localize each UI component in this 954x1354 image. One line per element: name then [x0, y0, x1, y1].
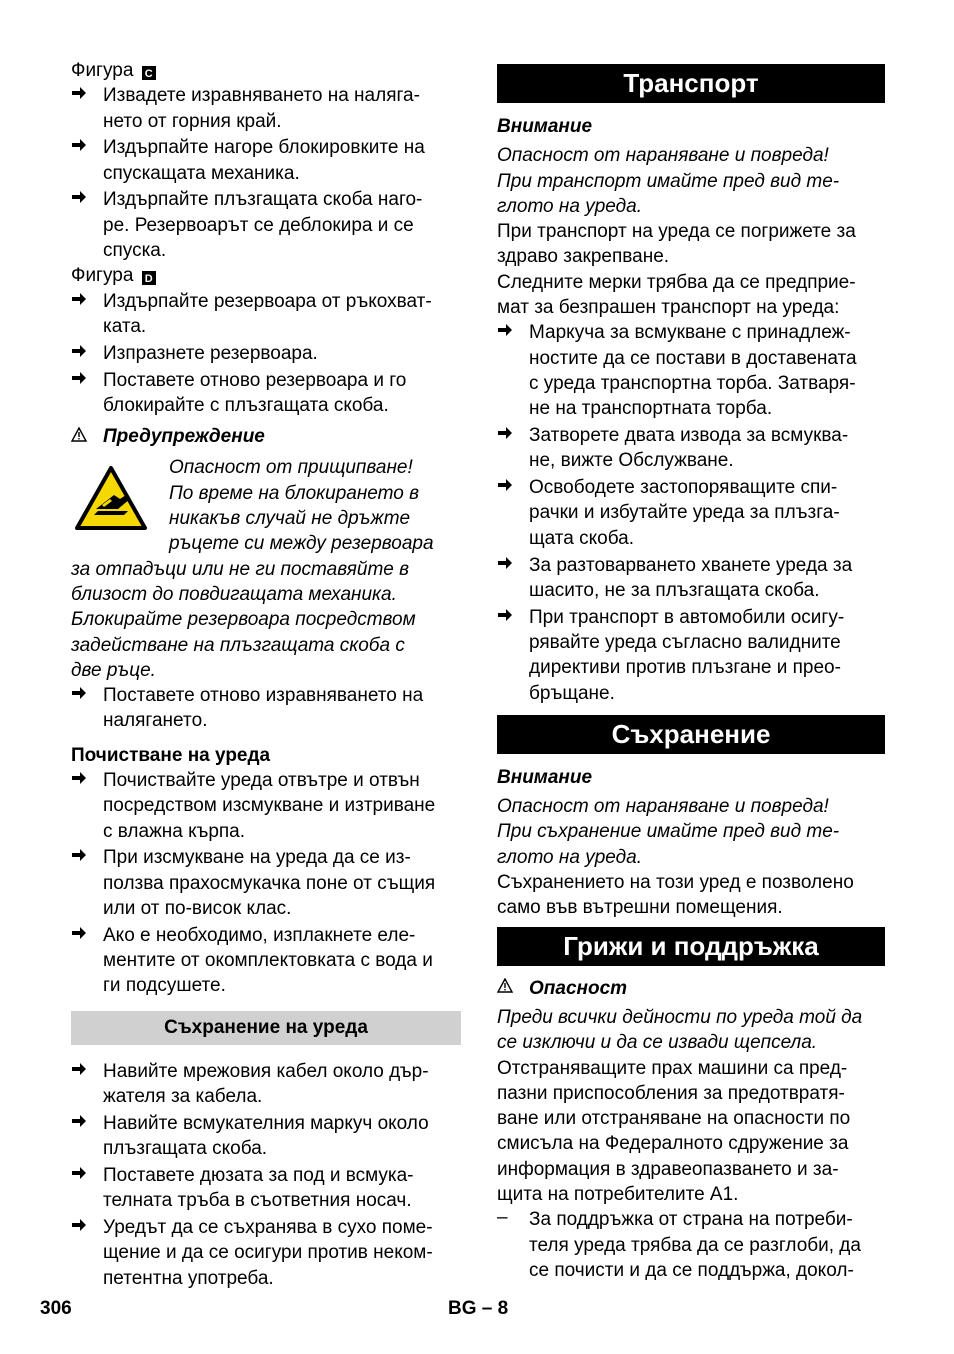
list-item: [71, 845, 461, 921]
care-title: Грижи и поддръжка: [497, 927, 885, 966]
list-item-text: рявайте уреда съгласно валидните: [529, 631, 841, 653]
care-text: [497, 1056, 885, 1208]
list-item-text: или от по-висок клас.: [103, 898, 292, 919]
list-item-text: Извадете изравняването на наляга-: [103, 85, 420, 107]
transport-caution-text: [497, 143, 885, 219]
warning-text-line: никакъв случай не дръжте: [169, 508, 411, 530]
danger-text-line: Преди всички дейности по уреда той да: [497, 1006, 863, 1028]
list-item-text: При изсмукване на уреда да се из-: [103, 847, 411, 869]
body-text-line: щита на потребителите А1.: [497, 1183, 739, 1205]
list-item-text: Уредът да се съхранява в сухо поме-: [103, 1216, 433, 1238]
body-text-line: смисъла на Федералното сдружение за: [497, 1133, 849, 1155]
warning-heading: [71, 424, 461, 449]
body-text-line: информация в здравеопазването и за-: [497, 1158, 839, 1180]
arrow-right-icon: [497, 475, 529, 551]
arrow-right-icon: [71, 1215, 103, 1291]
list-item-text: не на транспортната торба.: [529, 398, 773, 420]
transport-steps: [497, 320, 885, 705]
list-item-text: директиви против плъзгане и прео-: [529, 657, 841, 679]
list-item-text: Ако е необходимо, изплакнете еле-: [103, 924, 416, 946]
list-item: [71, 768, 461, 844]
danger-text-line: се изключи и да се извади щепсела.: [497, 1032, 818, 1054]
list-item: [71, 1215, 461, 1291]
arrow-right-icon: [71, 845, 103, 921]
warning-text-line: По време на блокирането в: [169, 482, 420, 504]
list-item-text: щата скоба.: [529, 527, 635, 549]
list-item-text: се почисти и да се поддържа, докол-: [529, 1259, 854, 1281]
arrow-right-icon: [71, 368, 103, 419]
list-item: [497, 320, 885, 421]
list-item: [71, 683, 461, 734]
list-item: [71, 135, 461, 186]
arrow-right-icon: [71, 1111, 103, 1162]
care-dash-item: [497, 1207, 885, 1283]
transport-caution: Внимание: [497, 116, 593, 137]
list-item-text: телната тръба в съответния носач.: [103, 1190, 412, 1212]
warning-text-line: Опасност от прищипване!: [169, 457, 413, 479]
steps-figure-c: [71, 83, 461, 263]
warning-text-line: две ръце.: [71, 659, 156, 681]
list-item: [71, 1111, 461, 1162]
steps-figure-d: [71, 289, 461, 418]
list-item: [71, 923, 461, 999]
storage-text: [497, 870, 885, 921]
arrow-right-icon: [71, 683, 103, 734]
list-item-text: ги подсушете.: [103, 975, 226, 997]
arrow-right-icon: [71, 923, 103, 999]
transport-text: [497, 219, 885, 320]
body-text-line: Съхранението на този уред е позволено: [497, 872, 854, 894]
warning-title: Предупреждение: [103, 426, 265, 448]
body-text-line: При транспорт на уреда се погрижете за: [497, 221, 856, 243]
danger-text: [497, 1005, 885, 1056]
list-item: [497, 1207, 885, 1283]
list-item-text: плъзгащата скоба.: [103, 1138, 268, 1160]
warning-triangle-icon: [497, 978, 529, 998]
left-column: [71, 58, 461, 1291]
list-item-text: бръщане.: [529, 682, 615, 704]
list-item-text: посредством изсмукване и изтриване: [103, 795, 436, 817]
list-item: [71, 341, 461, 366]
caution-text-line: глото на уреда.: [497, 846, 642, 868]
caution-text-line: При съхранение имайте пред вид те-: [497, 821, 840, 843]
list-item-text: петентна употреба.: [103, 1267, 274, 1289]
arrow-right-icon: [71, 768, 103, 844]
list-item-text: Поставете дюзата за под и всмука-: [103, 1164, 414, 1186]
list-item: [497, 475, 885, 551]
list-item-text: спускащата механика.: [103, 162, 300, 184]
list-item-text: жателя за кабела.: [103, 1085, 263, 1107]
figure-d-label: Фигура D: [71, 263, 461, 288]
list-item-text: Поставете отново изравняването на: [103, 685, 424, 707]
storage-title: Съхранение: [497, 715, 885, 754]
arrow-right-icon: [71, 289, 103, 340]
body-text-line: само във вътрешни помещения.: [497, 897, 783, 919]
body-text-line: Следните мерки трябва да се предприе-: [497, 271, 856, 293]
warning-text-line: Блокирайте резервоара посредством: [71, 609, 416, 631]
caution-text-line: Опасност от нараняване и повреда!: [497, 796, 829, 818]
list-item-text: Освободете застопоряващите спи-: [529, 477, 838, 499]
list-item-text: рачки и избутайте уреда за плъзга-: [529, 502, 840, 524]
list-item: [497, 553, 885, 604]
list-item: [71, 289, 461, 340]
page-number: 306: [40, 1298, 72, 1319]
warning-text-line: ръцете си между резервоара: [169, 533, 434, 555]
list-item-text: За поддръжка от страна на потреби-: [529, 1209, 853, 1231]
arrow-right-icon: [497, 605, 529, 706]
list-item: [71, 83, 461, 134]
hand-crush-hazard-icon: [74, 465, 148, 531]
list-item-text: При транспорт в автомобили осигу-: [529, 606, 845, 628]
list-item-text: Изпразнете резервоара.: [103, 342, 318, 364]
arrow-right-icon: [71, 1163, 103, 1214]
figure-c-label: Фигура C: [71, 58, 461, 83]
list-item-text: с уреда транспортна торба. Затваря-: [529, 372, 856, 394]
list-item-text: с влажна кърпа.: [103, 820, 246, 842]
list-item-text: шасито, не за плъзгащата скоба.: [529, 579, 820, 601]
list-item-text: не, вижте Обслужване.: [529, 450, 734, 472]
danger-heading: [497, 976, 885, 1001]
caution-text-line: глото на уреда.: [497, 195, 642, 217]
arrow-right-icon: [71, 341, 103, 366]
list-item-text: спуска.: [103, 240, 167, 262]
list-item-text: ката.: [103, 315, 147, 337]
list-item-text: Навийте мрежовия кабел около дър-: [103, 1060, 429, 1082]
body-text-line: мат за безпрашен транспорт на уреда:: [497, 297, 840, 319]
list-item-text: За разтоварването хванете уреда за: [529, 554, 853, 576]
warning-text-line: задействане на плъзгащата скоба с: [71, 634, 405, 656]
list-item: [71, 1059, 461, 1110]
arrow-right-icon: [71, 1059, 103, 1110]
body-text-line: Отстраняващите прах машини са пред-: [497, 1057, 848, 1079]
storage-caution-text: [497, 794, 885, 870]
arrow-right-icon: [71, 187, 103, 263]
arrow-right-icon: [497, 320, 529, 421]
danger-title: Опасност: [529, 977, 628, 999]
body-text-line: здраво закрепване.: [497, 246, 670, 268]
cleaning-title: Почистване на уреда: [71, 744, 271, 766]
body-text-line: ване или отстраняване на опасности по: [497, 1108, 851, 1130]
body-text-line: пазни приспособления за предотвратя-: [497, 1082, 845, 1104]
list-item-text: Поставете отново резервоара и го: [103, 369, 407, 391]
list-item-text: теля уреда трябва да се разглоби, да: [529, 1234, 861, 1256]
list-item: [71, 187, 461, 263]
list-item-text: Почиствайте уреда отвътре и отвън: [103, 770, 420, 792]
warning-text-line: близост до повдигащата механика.: [71, 583, 397, 605]
list-item-text: щение и да се осигури против неком-: [103, 1242, 433, 1264]
list-item: [71, 1163, 461, 1214]
arrow-right-icon: [497, 553, 529, 604]
dash-bullet: –: [497, 1207, 508, 1229]
list-item-text: Затворете двата извода за всмуква-: [529, 425, 849, 447]
list-item-text: блокирайте с плъзгащата скоба.: [103, 394, 389, 416]
caution-text-line: Опасност от нараняване и повреда!: [497, 145, 829, 167]
right-column: [497, 64, 885, 1283]
arrow-right-icon: [71, 135, 103, 186]
warning-block: [71, 449, 461, 683]
list-item-text: ментите от окомплектовката с вода и: [103, 950, 433, 972]
list-item-text: Издърпайте резервоара от ръкохват-: [103, 290, 432, 312]
list-item-text: Маркуча за всмукване с принадлеж-: [529, 322, 851, 344]
storage-device-title: Съхранение на уреда: [71, 1011, 461, 1045]
list-item-text: наляганетo.: [103, 710, 208, 732]
section-label: BG – 8: [448, 1298, 509, 1319]
step-after-warning: [71, 683, 461, 734]
storage-caution: Внимание: [497, 766, 593, 788]
list-item: [497, 605, 885, 706]
caution-text-line: При транспорт имайте пред вид те-: [497, 170, 840, 192]
list-item-text: Издърпайте плъзгащата скоба наго-: [103, 189, 423, 211]
warning-text-line: за отпадъци или не ги поставяйте в: [71, 558, 410, 580]
storage-steps: [71, 1059, 461, 1291]
figure-d-box: D: [142, 271, 156, 285]
list-item-text: Издърпайте нагоре блокировките на: [103, 137, 425, 159]
arrow-right-icon: [71, 83, 103, 134]
arrow-right-icon: [497, 423, 529, 474]
figure-c-box: C: [142, 66, 156, 80]
list-item-text: ползва прахосмукачка поне от същия: [103, 872, 436, 894]
list-item: [71, 368, 461, 419]
transport-title: Транспорт: [497, 64, 885, 103]
list-item-text: нето от горния край.: [103, 110, 282, 132]
warning-triangle-icon: [71, 427, 103, 447]
list-item-text: ностите да се постави в доставената: [529, 347, 857, 369]
cleaning-steps: [71, 768, 461, 999]
list-item-text: ре. Резервоарът се деблокира и се: [103, 214, 414, 236]
list-item: [497, 423, 885, 474]
list-item-text: Навийте всмукателния маркуч около: [103, 1112, 429, 1134]
